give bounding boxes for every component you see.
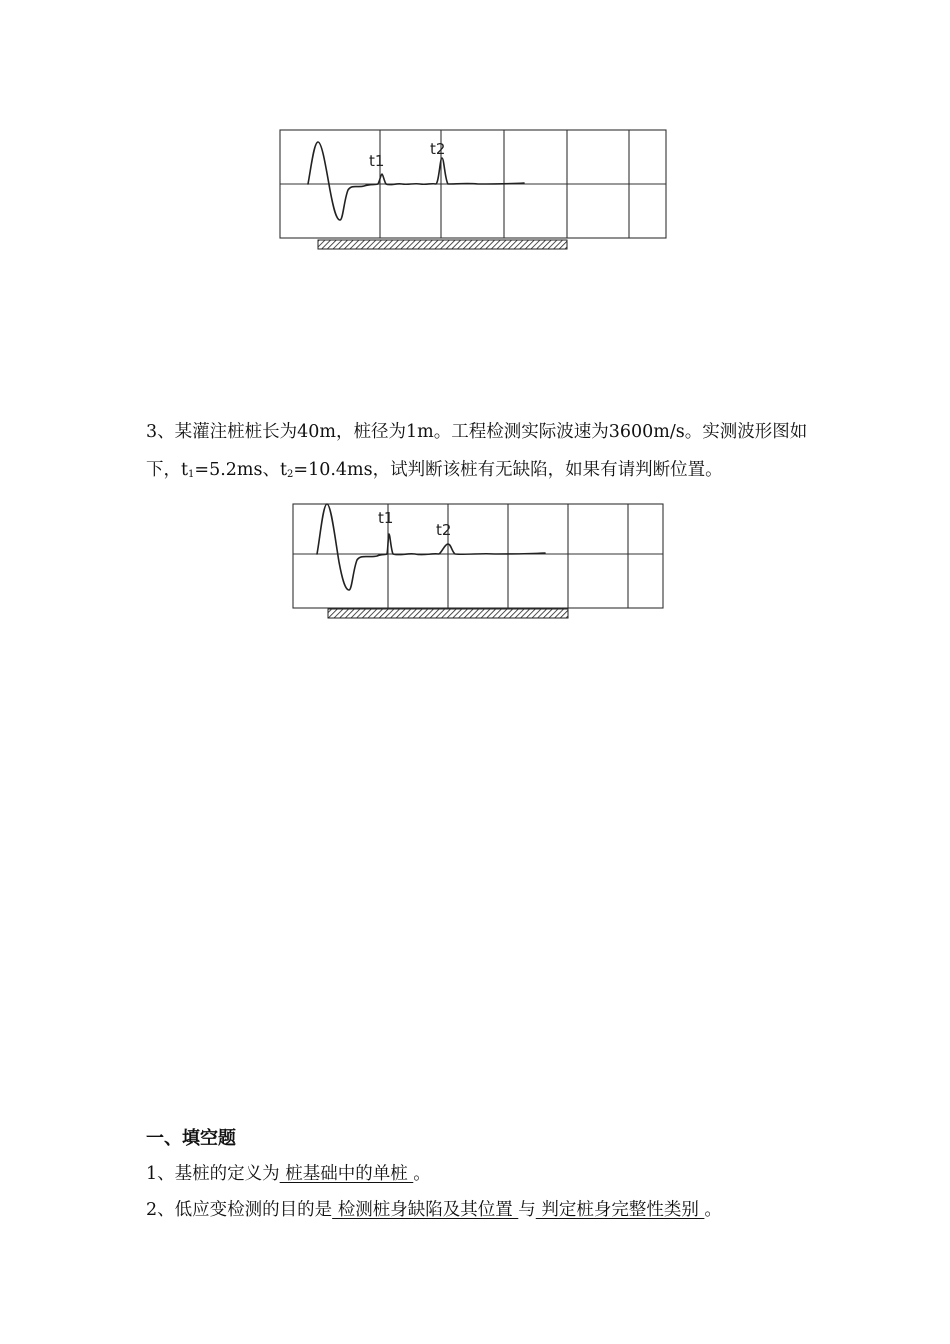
- fill-blank-2: [146, 1196, 722, 1221]
- waveform-figure-1: [278, 128, 670, 252]
- label-t2: t2: [430, 140, 446, 158]
- waveform-figure-2: [291, 502, 669, 624]
- fill-blank-1: [146, 1160, 431, 1185]
- label-t1: t1: [369, 152, 385, 170]
- pile-bar: [318, 240, 567, 249]
- fb1-suffix: 。: [413, 1164, 431, 1184]
- fb2-answer-2: 判定桩身完整性类别: [535, 1200, 705, 1220]
- q3-text-prefix: 3、某灌注桩桩长为40m，桩径为1m。工程检测实际波速为3600m/s。实测波形图如下，t: [146, 422, 808, 480]
- label-t2: t2: [436, 521, 452, 539]
- grid: [293, 504, 663, 608]
- fb2-prefix: 2、低应变检测的目的是: [146, 1200, 333, 1220]
- waveform-trace: [317, 504, 545, 590]
- t1-subscript: 1: [188, 469, 195, 480]
- fb2-connector: 与: [518, 1200, 536, 1220]
- question-3: [146, 413, 826, 494]
- fb1-prefix: 1、基桩的定义为: [146, 1164, 280, 1184]
- label-t1: t1: [378, 509, 394, 527]
- waveform-trace: [308, 142, 524, 220]
- section-title: 一、填空题: [146, 1128, 236, 1149]
- t2-subscript: 2: [287, 469, 294, 480]
- q3-text-mid: =5.2ms、t: [194, 460, 288, 480]
- pile-bar: [328, 609, 568, 618]
- q3-text-suffix: =10.4ms，试判断该桩有无缺陷，如果有请判断位置。: [293, 460, 723, 480]
- fb1-answer: 桩基础中的单桩: [279, 1164, 414, 1184]
- fb2-suffix: 。: [704, 1200, 722, 1220]
- fb2-answer-1: 检测桩身缺陷及其位置: [332, 1200, 519, 1220]
